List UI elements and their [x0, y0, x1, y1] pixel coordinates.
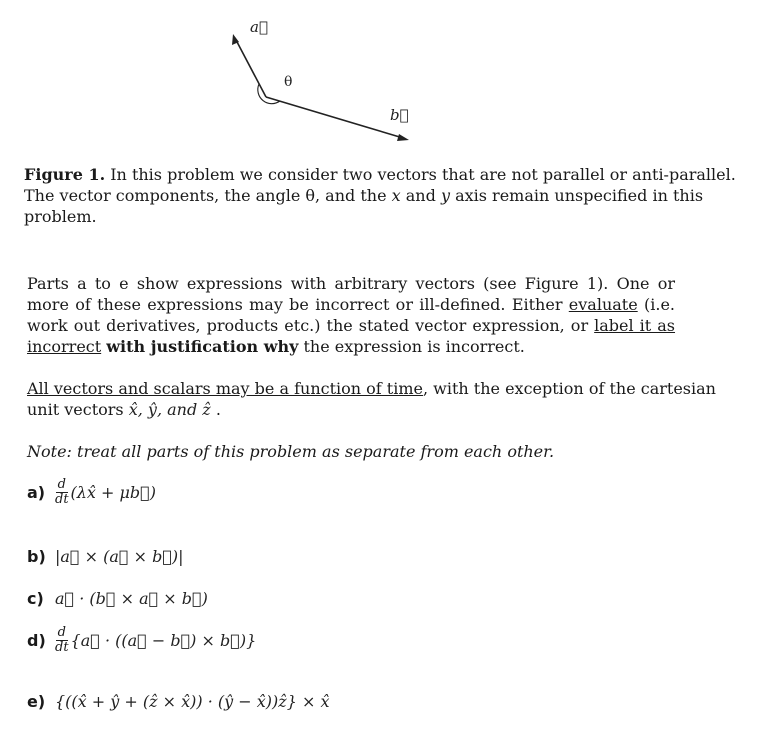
part-c [27, 589, 208, 608]
label-a: a⃗ [250, 18, 268, 36]
derivative-numerator: d [57, 477, 66, 492]
caption-text-end: axis remain unspecified in this problem. [24, 186, 704, 226]
part-e-expression: {((x̂ + ŷ + (ẑ × x̂)) · (ŷ − x̂))ẑ} × x̂ [55, 692, 330, 711]
part-b-label: b) [27, 547, 46, 566]
intro-text-4: the expression is incorrect. [298, 337, 525, 356]
derivative-operator [55, 626, 69, 655]
derivative-operator [55, 478, 69, 507]
label-b: b⃗ [390, 106, 409, 124]
figure-caption [24, 164, 739, 227]
part-d-expression: {a⃗ · ((a⃗ − b⃗) × b⃗)} [70, 631, 257, 650]
part-a [27, 478, 156, 507]
derivative-numerator: d [57, 625, 66, 640]
part-a-expression: (λx̂ + μb⃗) [70, 483, 157, 502]
vector-b-arrowhead [397, 134, 409, 141]
caption-title: Figure 1. [24, 165, 106, 184]
part-e [27, 692, 329, 711]
vector-b-line [266, 97, 403, 138]
part-d-label: d) [27, 631, 46, 650]
derivative-denominator: dt [55, 492, 69, 507]
evaluate-underlined: evaluate [568, 295, 638, 314]
part-e-label: e) [27, 692, 46, 711]
caption-and: and [400, 186, 441, 205]
separate-parts-note: Note: treat all parts of this problem as separate from each other. [27, 442, 555, 461]
caption-y: y [440, 186, 450, 205]
part-a-label: a) [27, 483, 46, 502]
intro-text-1: Parts a to e show expressions with arbitrary vectors (see Figure 1). One or more of these expressions may be incorrect or ill-defined. Either [27, 274, 675, 314]
intro-text-2: (i.e. work out derivatives, products etc.) the stated vector expression, or [27, 295, 675, 335]
vector-a-line [236, 40, 266, 97]
derivative-denominator: dt [55, 640, 69, 655]
part-c-expression: a⃗ · (b⃗ × a⃗ × b⃗) [55, 589, 208, 608]
label-incorrect-underlined: label it as incorrect [27, 316, 676, 356]
unit-vectors: x̂, ŷ, and ẑ [128, 400, 211, 419]
caption-text: In this problem we consider two vectors that are not parallel or anti-parallel. The vector components, the angle θ, and the [24, 165, 736, 205]
with-justification-bold: with justification why [106, 337, 299, 356]
part-b [27, 547, 184, 566]
part-c-label: c) [27, 589, 44, 608]
vector-figure [0, 0, 762, 160]
caption-x: x [391, 186, 401, 205]
vectors-note [27, 378, 727, 420]
label-theta: θ [284, 74, 293, 90]
vectors-note-rest: , with the exception of the cartesian unit vectors [27, 379, 716, 419]
part-d [27, 626, 256, 655]
part-b-expression: |a⃗ × (a⃗ × b⃗)| [55, 547, 184, 566]
instructions-paragraph [27, 273, 675, 357]
vectors-note-end: . [210, 400, 221, 419]
vectors-note-underlined: All vectors and scalars may be a function of time [27, 379, 423, 398]
